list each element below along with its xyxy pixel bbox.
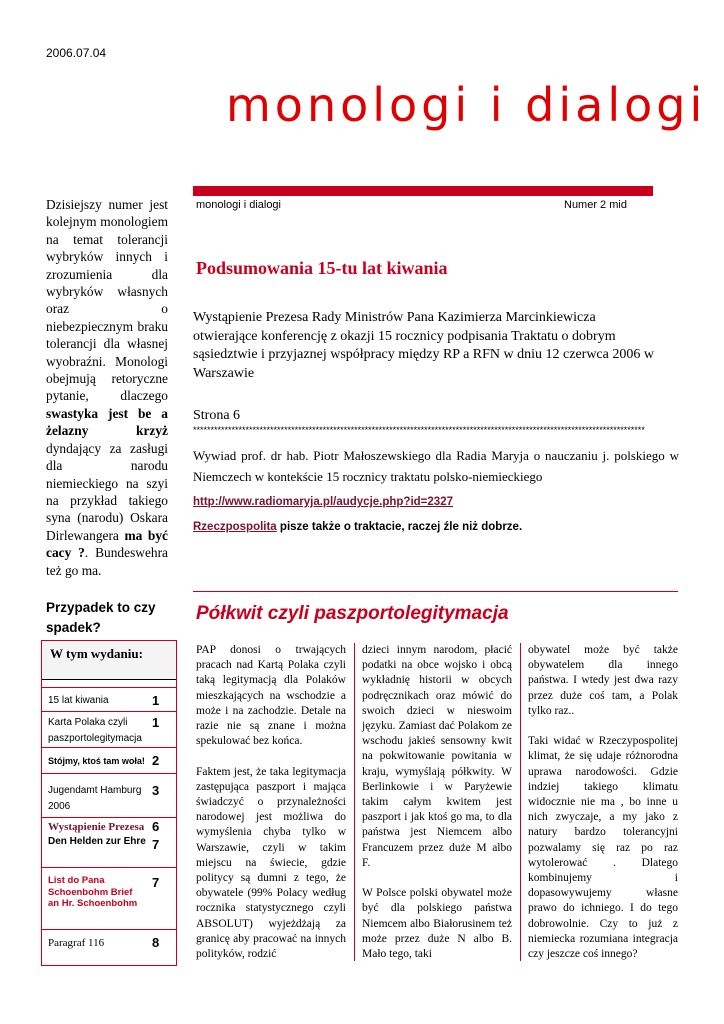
- intro-bold-1: swastyka jest be a żelazny krzyż: [46, 405, 168, 439]
- page-reference: Strona 6: [193, 408, 241, 423]
- article-paragraph-1: Wystąpienie Prezesa Rady Ministrów Pana Kazimierza Marcinkiewicza otwierające konferencję z okazji 15 rocznicy podpisania Traktatu o dobrym sąsiedztwie i przyjaznej współpracy między RP a RFN w dniu 12 czerwca 2006 w Warszawie: [193, 310, 654, 381]
- article-paragraph-2: Wywiad prof. dr hab. Piotr Małoszewskiego dla Radia Maryja o nauczaniu j. polskiego w Niemczech w kontekście 15 rocznicy traktatu polsko-niemieckiego: [193, 448, 679, 484]
- rzeczpospolita-note: Rzeczpospolita pisze także o traktacie, raczej źle niż dobrze.: [193, 521, 523, 533]
- toc-divider: [42, 687, 176, 688]
- toc-divider: [42, 867, 176, 868]
- sidebar-intro: Dzisiejszy numer jest kolejnym monologiem na temat tolerancji wybryków innych i zrozumienia dla wybryków własnych oraz o niebezpiecznym braku tolerancji dla własnej wyobraźni. Monologi obejmują retoryczne pytanie, dlaczego swastyka jest be a żelazny krzyż dyndający za zasługi dla narodu niemieckiego na szyi na przykład takiego syna (narodu) Oskara Dirlewangera ma być cacy ?. Bundeswehra też go ma.: [46, 197, 168, 578]
- article-column-3: obywatel może być także obywatelem dla innego państwa. I wtedy jest dwa razy przez duże coś tam, a Polak tylko raz.. Taki widać w Rzeczypospolitej klimat, że się udaje różnorodna uprawa narodowości. Gdzie indziej takiego klimatu widocznie nie ma , bo inne u nich zwyczaje, a my jako z natury bardzo tolerancyjni pozwalamy się raz po raz wytolerować . Dlatego kombinujemy i dopasowywujemy własne prawo do ichniego. I do tego dobrowolnie. Czy to już z niemiecka rozumiana integracja czy jeszcze coś innego?: [528, 644, 678, 961]
- star-divider: *********************************************************************************************************************************: [193, 425, 645, 435]
- toc-divider: [42, 747, 176, 748]
- toc-divider: [42, 711, 176, 712]
- header-right: Numer 2 mid: [564, 199, 627, 211]
- column-rule: [520, 643, 521, 961]
- header-bar: [193, 186, 653, 196]
- sidebar-question: Przypadek to czy spadek?: [46, 600, 156, 635]
- toc-header: [42, 641, 176, 680]
- article-heading-1: Podsumowania 15-tu lat kiwania: [196, 258, 448, 278]
- article-column-2: dzieci innym narodom, płacić podatki na obce wojsko i obcą wykładnię historii w obcych podręcznikach oraz mówić do swoich dzieci w nieswoim języku. Zamiast dać Polakom ze wschodu jakieś sensowny kwit na pokwitowanie powitania w kraju, wymyślają półkwity. W Berlinkowie i w Paryżewie takim całym kwitem jest paszport i jak ktoś go ma, to dla państwa jest Niemcem albo Francuzem przez duże M albo F. W Polsce polski obywatel może być dla polskiego państwa Niemcem albo Białorusinem też może przez duże N albo B. Mało tego, taki: [362, 644, 512, 961]
- radio-link[interactable]: http://www.radiomaryja.pl/audycje.php?id=2327: [193, 496, 453, 508]
- masthead-title: monologi i dialogi: [226, 78, 707, 132]
- toc-title: W tym wydaniu:: [50, 646, 143, 661]
- article-heading-2: Półkwit czyli paszportolegitymacja: [196, 603, 509, 624]
- rzeczpospolita-link[interactable]: Rzeczpospolita: [193, 521, 277, 533]
- header-left: monologi i dialogi: [196, 199, 281, 211]
- toc-divider: [42, 929, 176, 930]
- column-rule: [354, 643, 355, 961]
- table-of-contents: W tym wydaniu: 15 lat kiwania 1 Karta Polaka czyli paszportolegitymacja 1 Stójmy, ktoś tam woła! 2 Jugendamt Hamburg 2006 3 Wystąpienie Prezesa 6 Den Helden zur Ehre 7 List do Pana Schoenbohm Brief an Hr. Schoenbohm 7 Paragraf 116 8: [41, 640, 177, 966]
- toc-divider: [42, 817, 176, 818]
- section-divider: [193, 591, 678, 592]
- toc-divider: [42, 773, 176, 774]
- article-column-1: PAP donosi o trwających pracach nad Kartą Polaka czyli taką legitymacją dla Polaków mieszkających na wschodzie a może i na zachodzie. Detale na razie nie są znane i można spekulować bez końca. Faktem jest, że taka legitymacja zastępująca paszport i mająca świadczyć o przynależności narodowej jest możliwa do wymyślenia chyba tylko w Warszawie, czyli w takim miejscu na świecie, gdzie politycy są dumni z tego, że obywatele (99% Polacy według rocznika statystycznego czyli ABSOLUT) wyjeżdżają za granicę aby pracować na innych polityków, rodzić: [196, 644, 346, 961]
- intro-bold-2: ma być cacy ?: [46, 527, 168, 561]
- issue-date: 2006.07.04: [46, 46, 107, 60]
